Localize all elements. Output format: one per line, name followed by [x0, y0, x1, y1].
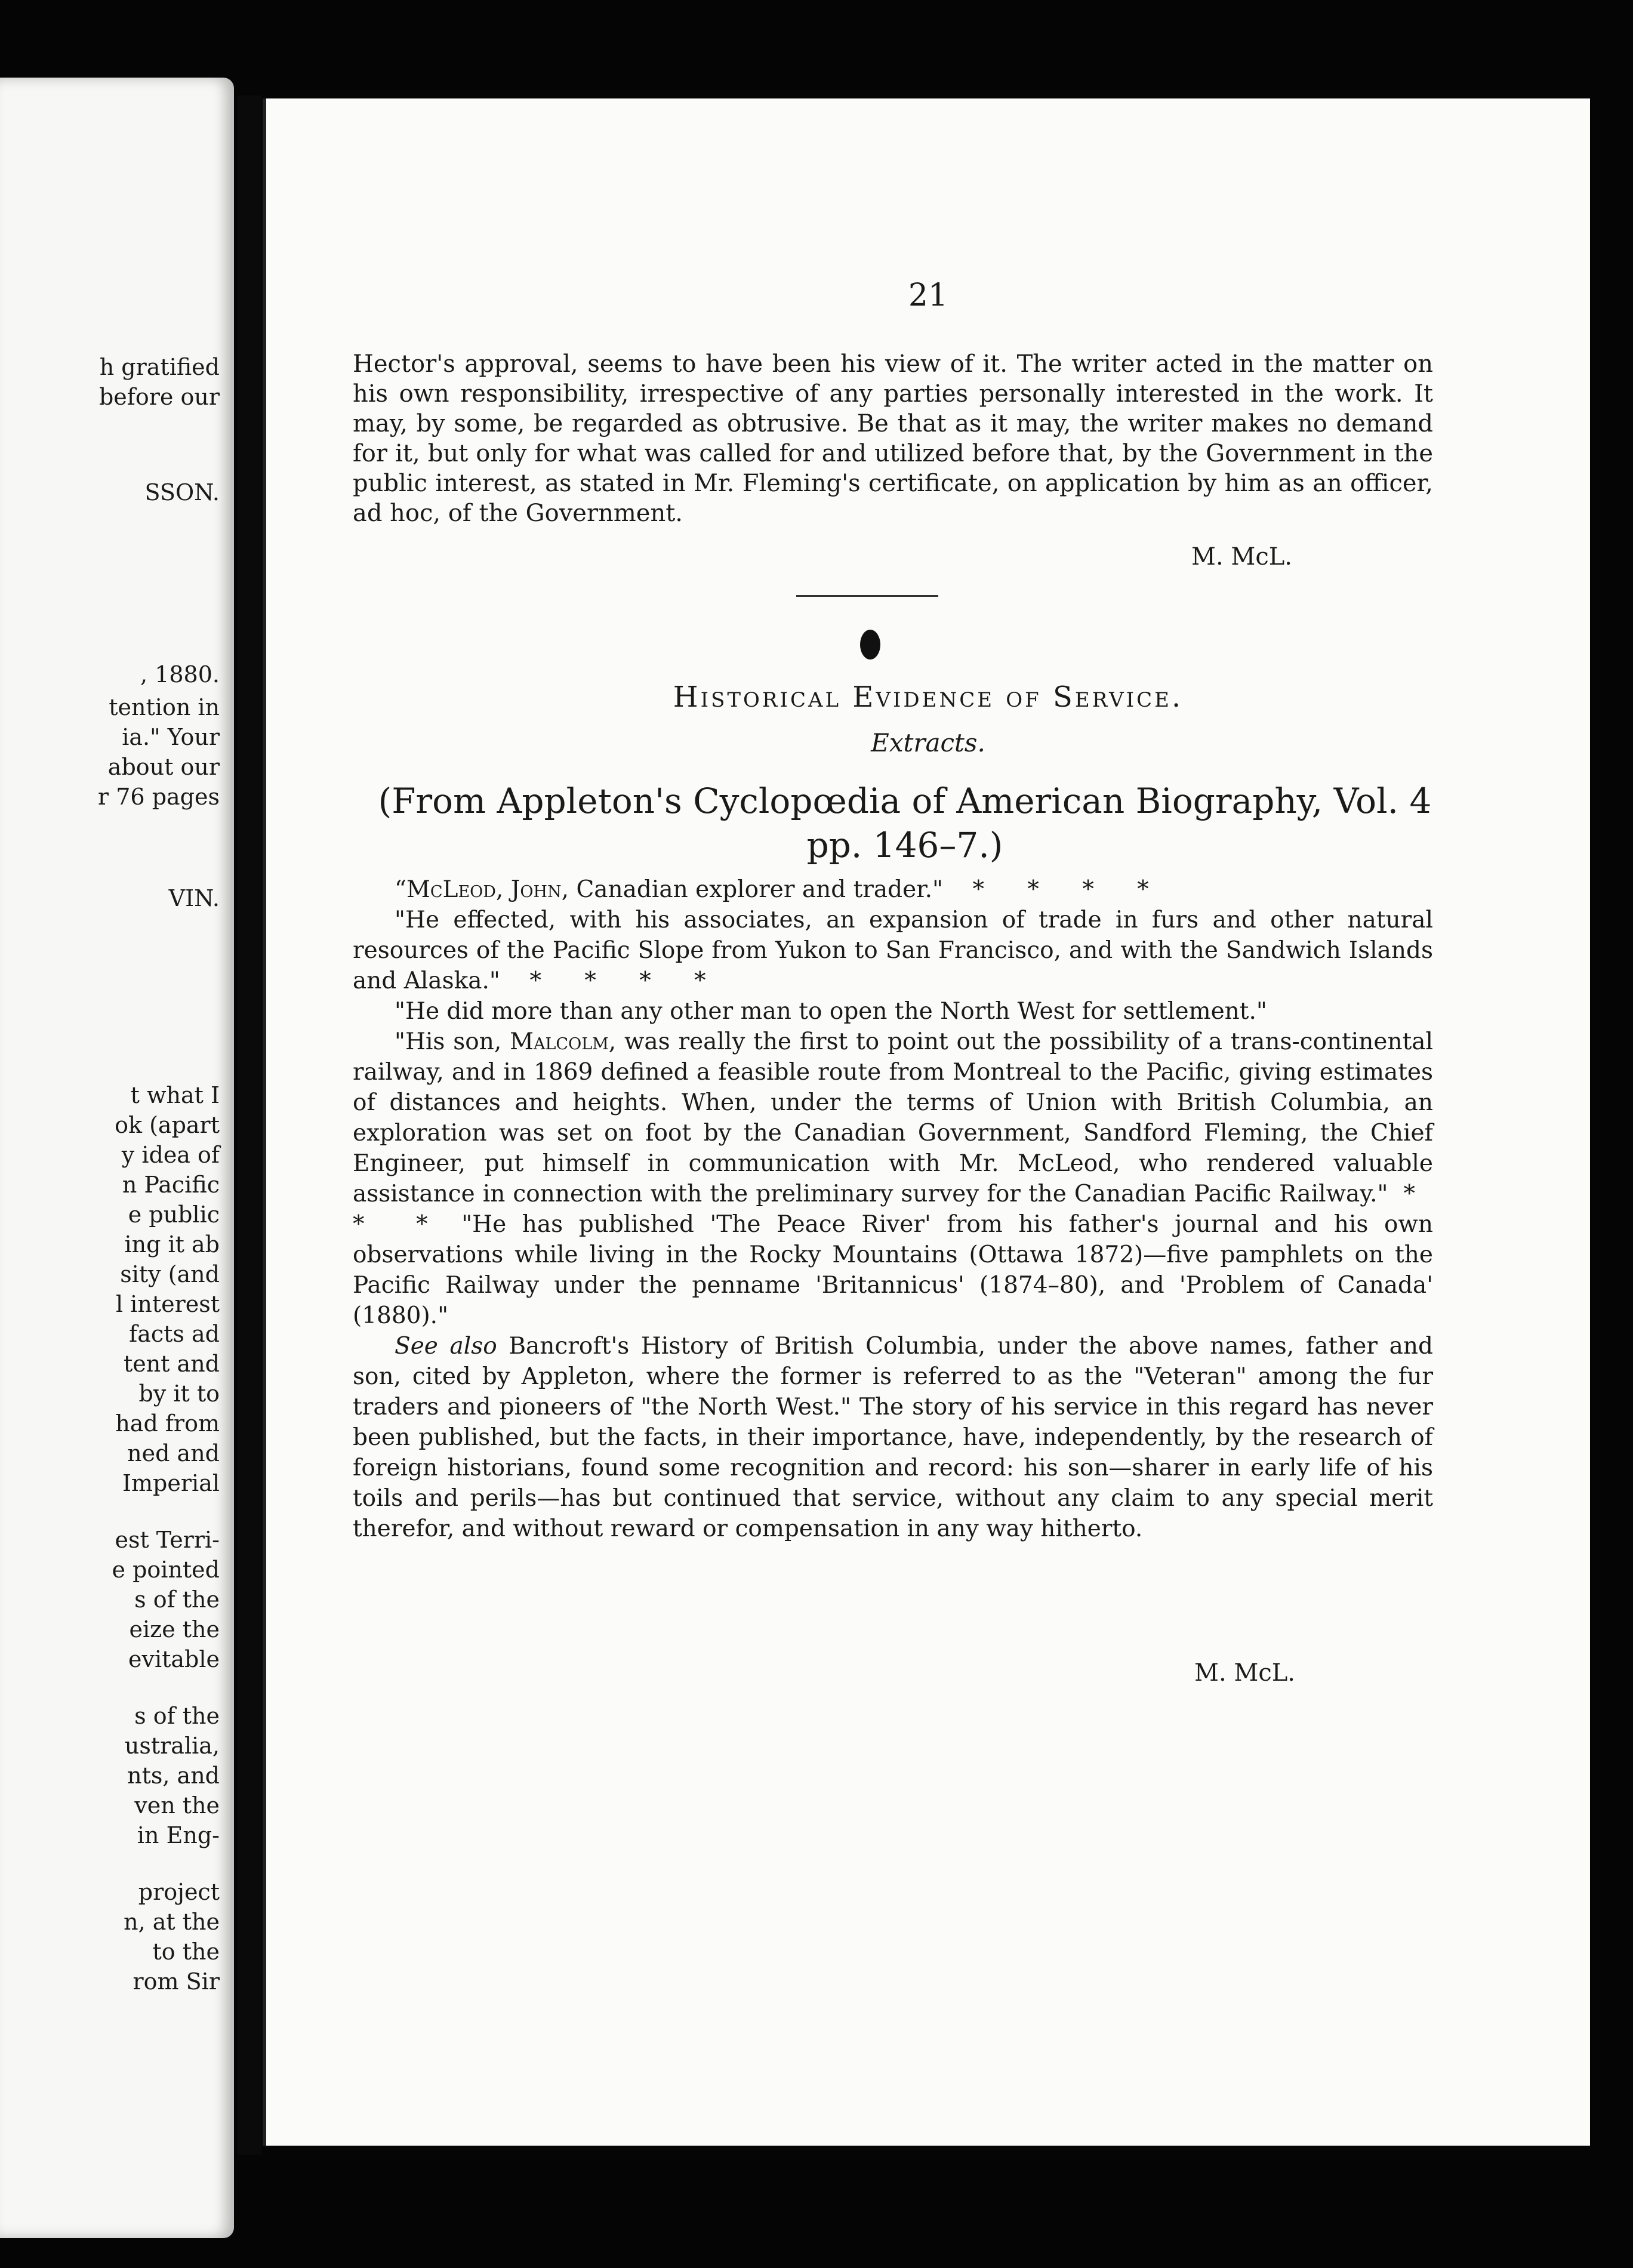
person-name: McLeod, John — [406, 876, 562, 903]
extract-paragraph — [353, 1027, 1433, 1331]
facing-page-text: by it to — [138, 1380, 220, 1407]
facing-page-text: , 1880. — [140, 661, 220, 688]
extract-paragraph: "He did more than any other man to open the North West for settlement." — [395, 998, 1267, 1025]
extract-text: "His son, — [395, 1028, 510, 1055]
facing-page-text: ok (apart — [115, 1112, 220, 1138]
facing-page-text: s of the — [134, 1703, 220, 1729]
extract-text: "He effected, with his associates, an expansion of trade in furs and other natural resources of the Pacific Slope from Yukon to San Francisco, and with the Sandwich Islands and Alaska." — [353, 907, 1433, 994]
note-paragraph — [353, 1331, 1433, 1544]
facing-page-text: y idea of — [121, 1142, 220, 1168]
facing-page-text: SSON. — [144, 479, 220, 506]
facing-page-text: Imperial — [122, 1470, 220, 1496]
ornament-mark — [860, 630, 880, 660]
facing-page-text: rom Sir — [133, 1968, 220, 1995]
see-also: See also — [395, 1333, 497, 1360]
extract-text: , was really the first to point out the possibility of a trans-continental railway, and in 1869 defined a feasible route from Montreal to the Pacific, giving estimates of distances and heights. When, under the terms of Union with British Columbia, an exploration was set on foot by the Canadian Government, Sandford Fleming, the Chief Engineer, put himself in communication with Mr. McLeod, who rendered valuable assistance in connection with the preliminary survey for the Canadian Pacific Railway." — [353, 1028, 1433, 1207]
extract-text: "He has published 'The Peace River' from his father's journal and his own observations while living in the Rocky Mountains (Ottawa 1872)—five pamphlets on the Pacific Railway under the penname 'Britannicus' (1874–80), and 'Problem of Canada' (1880)." — [353, 1211, 1433, 1329]
facing-page-text: s of the — [134, 1586, 220, 1613]
facing-page-text: facts ad — [129, 1321, 220, 1347]
page-number: 21 — [908, 278, 948, 313]
facing-page-text: r 76 pages — [98, 784, 220, 810]
extract-text: , Canadian explorer and trader." — [561, 876, 943, 903]
ellipsis-asterisks: * * * * — [972, 876, 1167, 903]
ellipsis-asterisks: * * * * — [529, 967, 724, 994]
book-gutter — [238, 95, 261, 2155]
facing-page-text: tent and — [123, 1351, 220, 1377]
facing-page-text: nts, and — [127, 1762, 220, 1789]
facing-page-text: sity (and — [120, 1261, 220, 1287]
facing-page-text: before our — [98, 384, 220, 410]
source-heading: (From Appleton's Cyclopœdia of American Biography, Vol. 4 pp. 146–7.) — [378, 781, 1432, 865]
facing-page-text: ned and — [127, 1440, 220, 1466]
facing-page-text: evitable — [128, 1646, 220, 1672]
facing-page-text: e pointed — [112, 1557, 220, 1583]
facing-page-text: project — [138, 1879, 220, 1905]
person-name: Malcolm — [510, 1028, 609, 1055]
facing-page-text: ing it ab — [124, 1231, 220, 1258]
extracts-body — [353, 874, 1433, 1544]
intro-paragraph: Hector's approval, seems to have been his view of it. The writer acted in the matter on his own responsibility, irrespective of any parties personally interested in the work. It may, by some, be regarded as obtrusive. Be that as it may, the writer makes no demand for it, but only for what was called for and utilized before that, by the Government in the public interest, as stated in Mr. Fleming's certificate, on application by him as an officer, ad hoc, of the Government. — [353, 350, 1433, 527]
facing-page-text: had from — [115, 1410, 220, 1437]
facing-page-text: est Terri- — [115, 1527, 220, 1553]
facing-page-text: ia." Your — [122, 724, 220, 750]
facing-page-text: n, at the — [124, 1909, 220, 1935]
facing-page-text: VIN. — [168, 885, 220, 911]
facing-page-text: e public — [128, 1201, 220, 1228]
extract-paragraph: “McLeod, John, Canadian explorer and trader." * * * * — [395, 876, 1167, 903]
document-page — [263, 98, 1590, 2146]
extract-paragraph — [353, 905, 1433, 996]
facing-page-text: eize the — [129, 1616, 220, 1643]
facing-page-text: in Eng- — [137, 1822, 220, 1848]
extracts-label: Extracts. — [871, 728, 985, 757]
facing-page-text: ven the — [134, 1792, 220, 1819]
facing-page-text: t what I — [130, 1082, 220, 1108]
facing-page-text: ustralia, — [124, 1733, 220, 1759]
facing-page-fragment — [0, 78, 234, 2238]
extract-text: Bancroft's History of British Columbia, under the above names, father and son, cited by Appleton, where the former is referred to as the "Veteran" among the fur traders and pioneers of "the North West." The story of his service in this regard has never been published, but the facts, in their importance, have, independently, by the research of foreign historians, found some recognition and record: his son—sharer in early life of his toils and perils—has but continued that service, without any claim to any special merit therefor, and without reward or compensation in any way hitherto. — [353, 1333, 1433, 1542]
facing-page-text: to the — [152, 1939, 220, 1965]
facing-page-text: about our — [107, 754, 220, 780]
section-title: Historical Evidence of Service. — [673, 680, 1184, 714]
signature-initials: M. McL. — [1191, 543, 1293, 571]
facing-page-text: n Pacific — [122, 1172, 220, 1198]
facing-page-text: h gratified — [99, 354, 220, 380]
ellipsis-asterisks: * * * — [353, 1181, 1433, 1238]
facing-page-text: l interest — [115, 1291, 220, 1317]
signature-initials: M. McL. — [1194, 1659, 1296, 1687]
divider-rule — [796, 595, 938, 597]
facing-page-text: tention in — [109, 694, 220, 720]
